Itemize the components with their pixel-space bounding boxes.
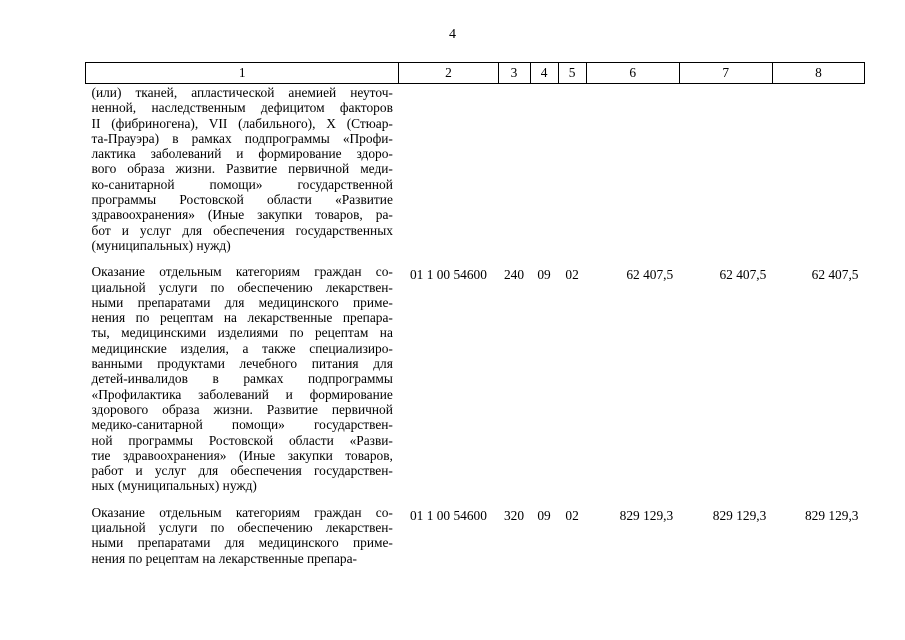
subsection-code: 02 bbox=[565, 267, 579, 283]
description-line: II (фибриногена), VII (лабильного), X (Стюар- bbox=[91, 115, 393, 131]
amount-year-3: 829 129,3 bbox=[804, 507, 859, 523]
section-code bbox=[530, 84, 558, 264]
expense-type-code: 320 bbox=[503, 507, 525, 523]
subsection-code: 02 bbox=[565, 507, 579, 523]
col-header-8: 8 bbox=[772, 63, 864, 84]
col-header-3: 3 bbox=[498, 63, 530, 84]
description-line: ненной, наследственным дефицитом факторов bbox=[91, 100, 393, 116]
description-line: (муниципальных) нужд) bbox=[91, 237, 231, 253]
amount-year-1: 62 407,5 bbox=[626, 267, 674, 283]
description-line: та-Прауэра) в рамках подпрограммы «Профи- bbox=[91, 130, 393, 146]
description-line: детей-инвалидов в рамках подпрограммы bbox=[91, 371, 393, 387]
description-line: Оказание отдельным категориям граждан со- bbox=[91, 264, 393, 280]
subsection-code bbox=[558, 84, 586, 264]
description-line: лактика заболеваний и формирование здоро- bbox=[91, 146, 393, 162]
amount-year-2: 62 407,5 bbox=[719, 267, 767, 283]
description-line: медицинские изделия, а также специализиро- bbox=[91, 340, 393, 356]
table-body bbox=[86, 84, 865, 576]
section-code: 09 bbox=[537, 507, 551, 523]
description-line: здравоохранения» (Иные закупки товаров, ра- bbox=[91, 207, 393, 223]
description-line: ванными продуктами лечебного питания для bbox=[91, 356, 393, 372]
description-line: «Профилактика заболеваний и формирование bbox=[91, 386, 393, 402]
expense-type-code bbox=[498, 84, 530, 264]
amount-year-3: 62 407,5 bbox=[811, 267, 859, 283]
col-header-1: 1 bbox=[86, 63, 399, 84]
target-article-code: 01 1 00 54600 bbox=[409, 267, 487, 283]
description-line: ными препаратами для медицинского приме- bbox=[91, 294, 393, 310]
col-header-2: 2 bbox=[399, 63, 498, 84]
amount-year-2: 829 129,3 bbox=[712, 507, 767, 523]
description-line: Оказание отдельным категориям граждан со- bbox=[91, 504, 393, 520]
description-line: работ и услуг для обеспечения государствен- bbox=[91, 463, 393, 479]
table-row bbox=[86, 504, 865, 576]
col-header-6: 6 bbox=[586, 63, 679, 84]
description-line: ными препаратами для медицинского приме- bbox=[91, 535, 393, 551]
description-line: медико-санитарной помощи» государствен- bbox=[91, 417, 393, 433]
budget-table bbox=[85, 62, 865, 576]
amount-year-1 bbox=[586, 84, 679, 264]
description-line: тие здравоохранения» (Иные закупки товаров, bbox=[91, 447, 393, 463]
description-line: программы Ростовской области «Развитие bbox=[91, 192, 393, 208]
description-line: вого образа жизни. Развитие первичной меди- bbox=[91, 161, 393, 177]
row-description bbox=[86, 84, 399, 264]
description-line: циальной услуги по обеспечению лекарствен- bbox=[91, 520, 393, 536]
description-line: (или) тканей, апластической анемией неуточ- bbox=[91, 85, 393, 100]
target-article-code bbox=[399, 84, 498, 264]
section-code: 09 bbox=[537, 267, 551, 283]
description-line: нения по рецептам на лекарственные препара- bbox=[91, 310, 393, 326]
header-row bbox=[86, 63, 865, 84]
amount-year-3 bbox=[772, 84, 864, 264]
col-header-4: 4 bbox=[530, 63, 558, 84]
description-line: ной программы Ростовской области «Разви- bbox=[91, 432, 393, 448]
description-line: циальной услуги по обеспечению лекарствен- bbox=[91, 279, 393, 295]
col-header-7: 7 bbox=[679, 63, 772, 84]
expense-type-code: 240 bbox=[503, 267, 525, 283]
description-line: нения по рецептам на лекарственные препара- bbox=[91, 550, 357, 566]
table-row bbox=[86, 84, 865, 264]
row-description bbox=[86, 504, 399, 576]
description-line: ко-санитарной помощи» государственной bbox=[91, 176, 393, 192]
description-line: здорового образа жизни. Развитие первичной bbox=[91, 401, 393, 417]
target-article-code: 01 1 00 54600 bbox=[409, 507, 487, 523]
row-description bbox=[86, 263, 399, 503]
description-line: бот и услуг для обеспечения государственных bbox=[91, 222, 393, 238]
table-row bbox=[86, 263, 865, 503]
description-line: ных (муниципальных) нужд) bbox=[91, 478, 257, 494]
page-number: 4 bbox=[449, 27, 456, 42]
description-line: ты, медицинскими изделиями по рецептам на bbox=[91, 325, 393, 341]
amount-year-2 bbox=[679, 84, 772, 264]
col-header-5: 5 bbox=[558, 63, 586, 84]
amount-year-1: 829 129,3 bbox=[619, 507, 674, 523]
